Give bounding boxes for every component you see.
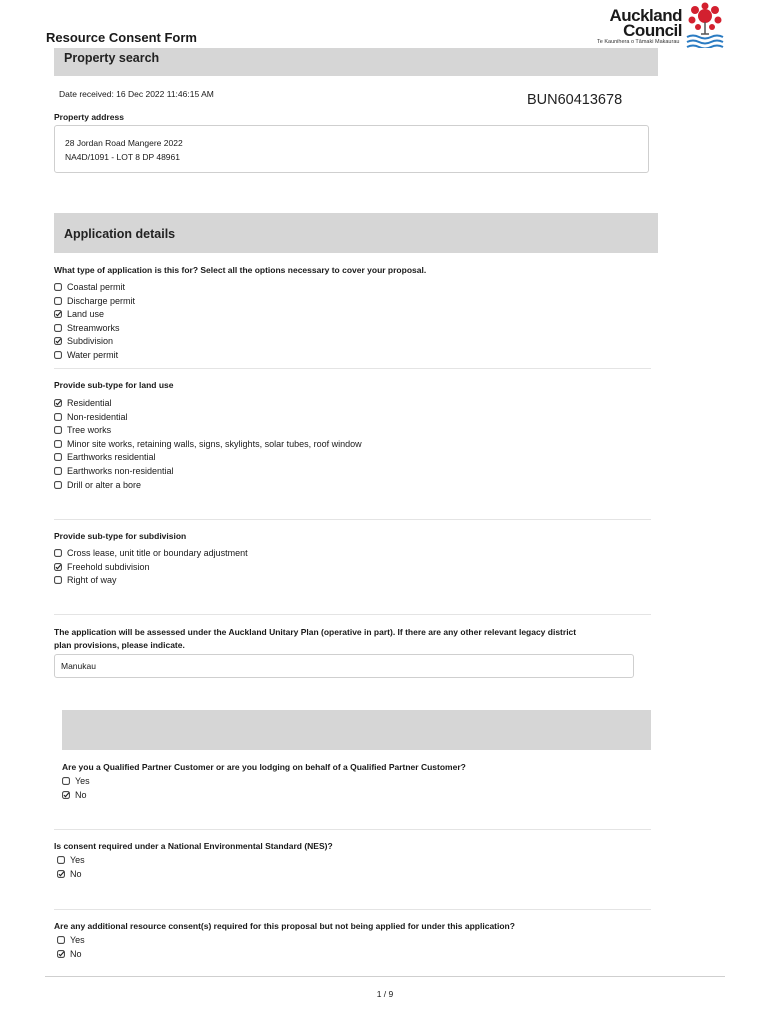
nes-option[interactable] <box>57 854 85 866</box>
qualified-partner-option-label: Yes <box>75 776 90 786</box>
checkbox-icon[interactable] <box>54 481 62 489</box>
divider <box>54 829 651 830</box>
application-type-option-label: Water permit <box>67 350 119 360</box>
subdivision-subtype-option-label: Right of way <box>67 575 117 586</box>
additional-consent-option-label: No <box>70 949 82 959</box>
checkbox-icon[interactable] <box>54 467 62 475</box>
logo-text-council: Council <box>623 21 682 40</box>
section-title-application-details: Application details <box>64 227 176 241</box>
landuse-subtype-option[interactable] <box>54 424 111 436</box>
checkbox-icon[interactable] <box>54 283 62 291</box>
checkbox-icon[interactable] <box>54 549 62 557</box>
application-type-option[interactable] <box>54 349 118 361</box>
page-number: 1 / 9 <box>376 989 394 999</box>
subdivision-subtype-question: Provide sub-type for subdivision <box>54 531 187 541</box>
landuse-subtype-option-label: Minor site works, retaining walls, signs, skylights, solar tubes, roof window <box>67 438 362 449</box>
checkbox-icon[interactable] <box>54 413 62 421</box>
landuse-subtype-option-label: Drill or alter a bore <box>67 479 142 490</box>
date-received: Date received: 16 Dec 2022 11:46:15 AM <box>59 89 214 99</box>
additional-consent-option-label: Yes <box>70 935 85 945</box>
checkbox-icon[interactable] <box>62 777 70 785</box>
additional-consent-option[interactable] <box>57 934 85 946</box>
divider <box>54 614 651 615</box>
checkbox-checked-icon[interactable] <box>57 870 65 878</box>
application-type-option[interactable] <box>54 308 104 320</box>
landuse-subtype-option[interactable] <box>54 438 362 450</box>
address-line-2: NA4D/1091 - LOT 8 DP 48961 <box>65 152 180 162</box>
checkbox-icon[interactable] <box>57 856 65 864</box>
section-title-property-search: Property search <box>64 51 160 65</box>
divider <box>54 909 651 910</box>
application-type-option[interactable] <box>54 295 135 307</box>
checkbox-icon[interactable] <box>54 351 62 359</box>
checkbox-checked-icon[interactable] <box>54 399 62 407</box>
additional-consent-option[interactable] <box>57 948 82 960</box>
pohutukawa-icon <box>685 2 725 48</box>
legacy-plan-question-line-1: The application will be assessed under the Auckland Unitary Plan (operative in part). If there are any other relevant legacy district <box>54 627 577 637</box>
checkbox-checked-icon[interactable] <box>57 950 65 958</box>
application-type-option-label: Streamworks <box>67 322 120 333</box>
landuse-subtype-option-label: Earthworks non-residential <box>67 466 174 476</box>
application-type-option-label: Subdivision <box>67 336 114 347</box>
legacy-plan-field[interactable] <box>54 654 634 678</box>
landuse-subtype-option[interactable] <box>54 451 156 463</box>
property-address-field[interactable] <box>54 125 649 173</box>
landuse-subtype-option[interactable] <box>54 479 141 491</box>
application-type-option[interactable] <box>54 281 125 293</box>
checkbox-icon[interactable] <box>54 453 62 461</box>
landuse-subtype-option[interactable] <box>54 411 128 423</box>
legacy-plan-value: Manukau <box>61 661 96 671</box>
qualified-partner-question: Are you a Qualified Partner Customer or are you lodging on behalf of a Qualified Partner Customer? <box>62 762 466 772</box>
logo-tagline: Te Kaunihera o Tāmaki Makaurau <box>597 39 680 45</box>
divider <box>54 368 651 369</box>
property-search-header <box>54 48 658 76</box>
subdivision-subtype-option[interactable] <box>54 574 117 586</box>
landuse-subtype-option-label: Residential <box>67 398 112 408</box>
additional-consent-question: Are any additional resource consent(s) required for this proposal but not being applied for under this application? <box>54 921 515 931</box>
address-line-1: 28 Jordan Road Mangere 2022 <box>65 138 183 148</box>
subdivision-subtype-option[interactable] <box>54 561 150 573</box>
checkbox-icon[interactable] <box>54 297 62 305</box>
application-type-option-label: Discharge permit <box>67 295 136 306</box>
qualified-partner-option[interactable] <box>62 775 90 787</box>
application-type-option-label: Land use <box>67 309 105 320</box>
application-type-question: What type of application is this for? Select all the options necessary to cover your proposal. <box>54 265 427 275</box>
application-type-option[interactable] <box>54 322 120 334</box>
landuse-subtype-question: Provide sub-type for land use <box>54 380 174 390</box>
footer-divider <box>45 976 725 977</box>
subdivision-subtype-option-label: Cross lease, unit title or boundary adjustment <box>67 548 248 558</box>
nes-option-label: Yes <box>70 855 85 865</box>
reference-number: BUN60413678 <box>527 92 623 108</box>
nes-question: Is consent required under a National Environmental Standard (NES)? <box>54 841 333 851</box>
divider <box>54 519 651 520</box>
landuse-subtype-option-label: Tree works <box>67 425 112 436</box>
logo-text-auckland: Auckland <box>609 6 682 25</box>
qualified-partner-option-label: No <box>75 790 87 800</box>
legacy-plan-question-line-2: plan provisions, please indicate. <box>54 640 185 650</box>
landuse-subtype-option-label: Earthworks residential <box>67 452 156 463</box>
checkbox-checked-icon[interactable] <box>54 337 62 345</box>
checkbox-icon[interactable] <box>54 576 62 584</box>
nes-option[interactable] <box>57 868 82 880</box>
qualified-partner-option[interactable] <box>62 789 87 801</box>
landuse-subtype-option[interactable] <box>54 397 112 409</box>
subdivision-subtype-option-label: Freehold subdivision <box>67 561 150 572</box>
checkbox-icon[interactable] <box>54 440 62 448</box>
checkbox-checked-icon[interactable] <box>54 563 62 571</box>
checkbox-icon[interactable] <box>57 936 65 944</box>
landuse-subtype-option-label: Non-residential <box>67 411 128 422</box>
subdivision-subtype-option[interactable] <box>54 547 248 559</box>
checkbox-checked-icon[interactable] <box>54 310 62 318</box>
application-type-option-label: Coastal permit <box>67 282 126 292</box>
application-type-option[interactable] <box>54 335 113 347</box>
checkbox-checked-icon[interactable] <box>62 791 70 799</box>
form-title: Resource Consent Form <box>46 30 197 45</box>
application-details-header <box>54 213 658 253</box>
property-address-label: Property address <box>54 112 124 122</box>
checkbox-icon[interactable] <box>54 324 62 332</box>
auckland-council-logo <box>595 2 725 48</box>
checkbox-icon[interactable] <box>54 426 62 434</box>
landuse-subtype-option[interactable] <box>54 465 174 477</box>
unnamed-section-header <box>62 710 651 750</box>
nes-option-label: No <box>70 869 82 879</box>
